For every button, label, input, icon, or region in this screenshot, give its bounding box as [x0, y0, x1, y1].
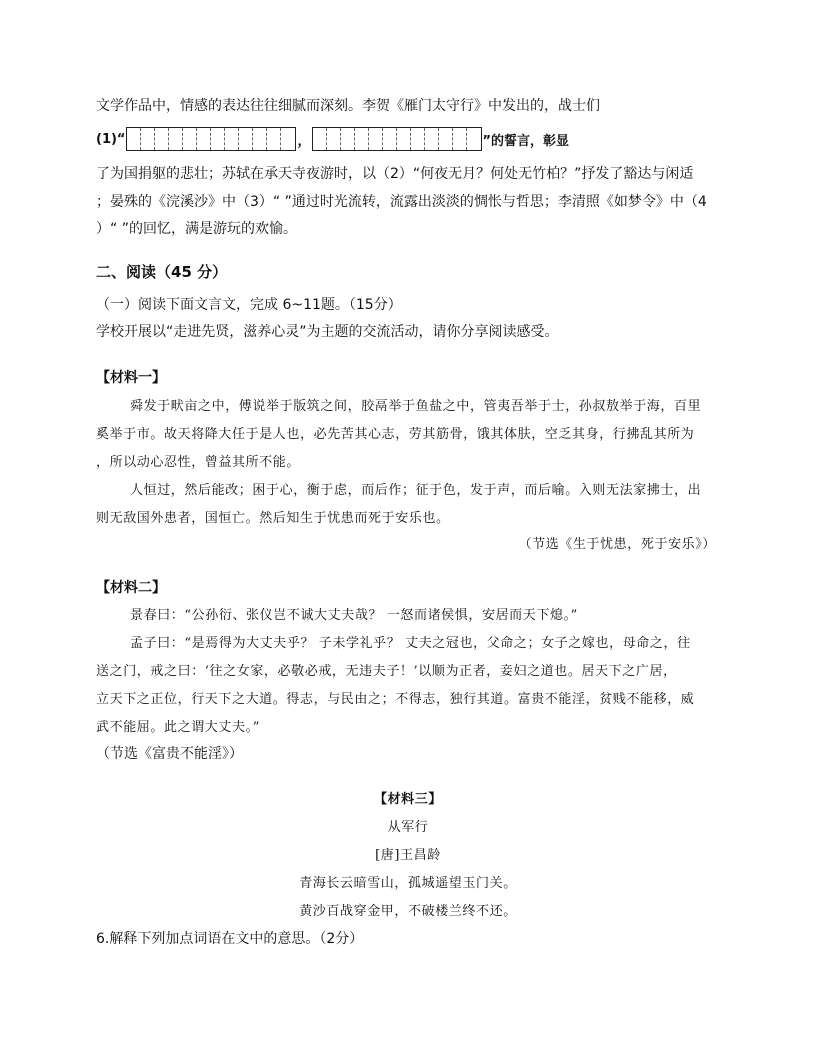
section-heading: 二、阅读（45 分） [96, 263, 228, 281]
poem-line: 黄沙百战穿金甲，不破楼兰终不还。 [299, 904, 517, 919]
section-prompt: 学校开展以“走进先贤，滋养心灵”为主题的交流活动，请你分享阅读感受。 [96, 324, 559, 340]
answer-cell[interactable] [197, 128, 211, 150]
answer-grid-left[interactable] [126, 127, 296, 151]
material-1-source: （节选《生于忧患，死于安乐》） [518, 537, 716, 552]
answer-cell[interactable] [453, 128, 467, 150]
material-1-text: 奚举于市。故天将降大任于是人也，必先苦其心志，劳其筋骨，饿其体肤，空乏其身，行拂乱其所为 [96, 427, 695, 442]
poem-title: 从军行 [387, 820, 429, 835]
poem-line: 青海长云暗雪山，孤城遥望玉门关。 [299, 876, 517, 891]
material-2-text: 武不能屈。此之谓大丈夫。” [96, 720, 260, 735]
material-2-source: （节选《富贵不能淫》） [96, 746, 243, 762]
material-2-text: 立天下之正位，行天下之大道。得志，与民由之；不得志，独行其道。富贵不能淫，贫贱不能移，威 [96, 692, 695, 707]
blank-suffix: ”的誓言，彰显 [482, 133, 570, 149]
material-1-label: 【材料一】 [96, 370, 166, 386]
answer-cell[interactable] [369, 128, 383, 150]
answer-cell[interactable] [127, 128, 141, 150]
answer-cell[interactable] [341, 128, 355, 150]
intro-line-5: ）“ ”的回忆，满是游玩的欢愉。 [96, 221, 297, 237]
intro-line-1: 文学作品中，情感的表达往往细腻而深刻。李贺《雁门太守行》中发出的，战士们 [96, 98, 600, 114]
material-1-text: 则无敌国外患者，国恒亡。然后知生于忧患而死于安乐也。 [96, 511, 450, 526]
answer-cell[interactable] [211, 128, 225, 150]
answer-cell[interactable] [425, 128, 439, 150]
answer-cell[interactable] [355, 128, 369, 150]
answer-cell[interactable] [169, 128, 183, 150]
answer-cell[interactable] [239, 128, 253, 150]
answer-cell[interactable] [313, 128, 327, 150]
answer-cell[interactable] [327, 128, 341, 150]
answer-cell[interactable] [155, 128, 169, 150]
blank-comma: ， [297, 133, 311, 149]
answer-cell[interactable] [397, 128, 411, 150]
answer-blank-row [96, 126, 569, 152]
material-2-label: 【材料二】 [96, 580, 166, 596]
poem-author: [唐]王昌龄 [375, 848, 441, 863]
material-3-label: 【材料三】 [373, 792, 442, 807]
answer-cell[interactable] [225, 128, 239, 150]
answer-cell[interactable] [267, 128, 281, 150]
intro-line-3: 了为国捐躯的悲壮；苏轼在承天寺夜游时，以（2）“何夜无月？何处无竹柏？”抒发了豁达与闲适 [96, 166, 694, 182]
answer-cell[interactable] [253, 128, 267, 150]
material-2-text: 孟子曰：“是焉得为大丈夫乎？ 子未学礼乎？ 丈夫之冠也，父命之；女子之嫁也，母命之，往 [130, 636, 691, 651]
answer-cell[interactable] [383, 128, 397, 150]
material-1-text: ，所以动心忍性，曾益其所不能。 [96, 455, 301, 470]
intro-line-4: ；晏殊的《浣溪沙》中（3）“ ”通过时光流转，流露出淡淡的惆怅与哲思；李清照《如梦令》中（4 [96, 194, 707, 210]
material-2-text: 景春曰：“公孙衍、张仪岂不诚大丈夫哉？ 一怒而诸侯惧，安居而天下熄。” [130, 608, 578, 623]
question-6: 6.解释下列加点词语在文中的意思。（2分） [96, 931, 364, 947]
answer-cell[interactable] [467, 128, 481, 150]
answer-cell[interactable] [183, 128, 197, 150]
answer-cell[interactable] [141, 128, 155, 150]
material-1-text: 人恒过，然后能改；困于心，衡于虑，而后作；征于色，发于声，而后喻。入则无法家拂士，出 [130, 483, 702, 498]
answer-cell[interactable] [411, 128, 425, 150]
material-1-text: 舜发于畎亩之中，傅说举于版筑之间，胶鬲举于鱼盐之中，管夷吾举于士，孙叔敖举于海，百里 [130, 399, 702, 414]
answer-cell[interactable] [281, 128, 295, 150]
blank-prefix: (1)“ [96, 131, 126, 147]
answer-cell[interactable] [439, 128, 453, 150]
answer-grid-right[interactable] [312, 127, 482, 151]
material-2-text: 送之门，戒之曰：‘往之女家，必敬必戒，无违夫子！’以顺为正者，妾妇之道也。居天下之广居， [96, 664, 677, 679]
section-sub: （一）阅读下面文言文，完成 6~11题。（15分） [96, 297, 402, 313]
